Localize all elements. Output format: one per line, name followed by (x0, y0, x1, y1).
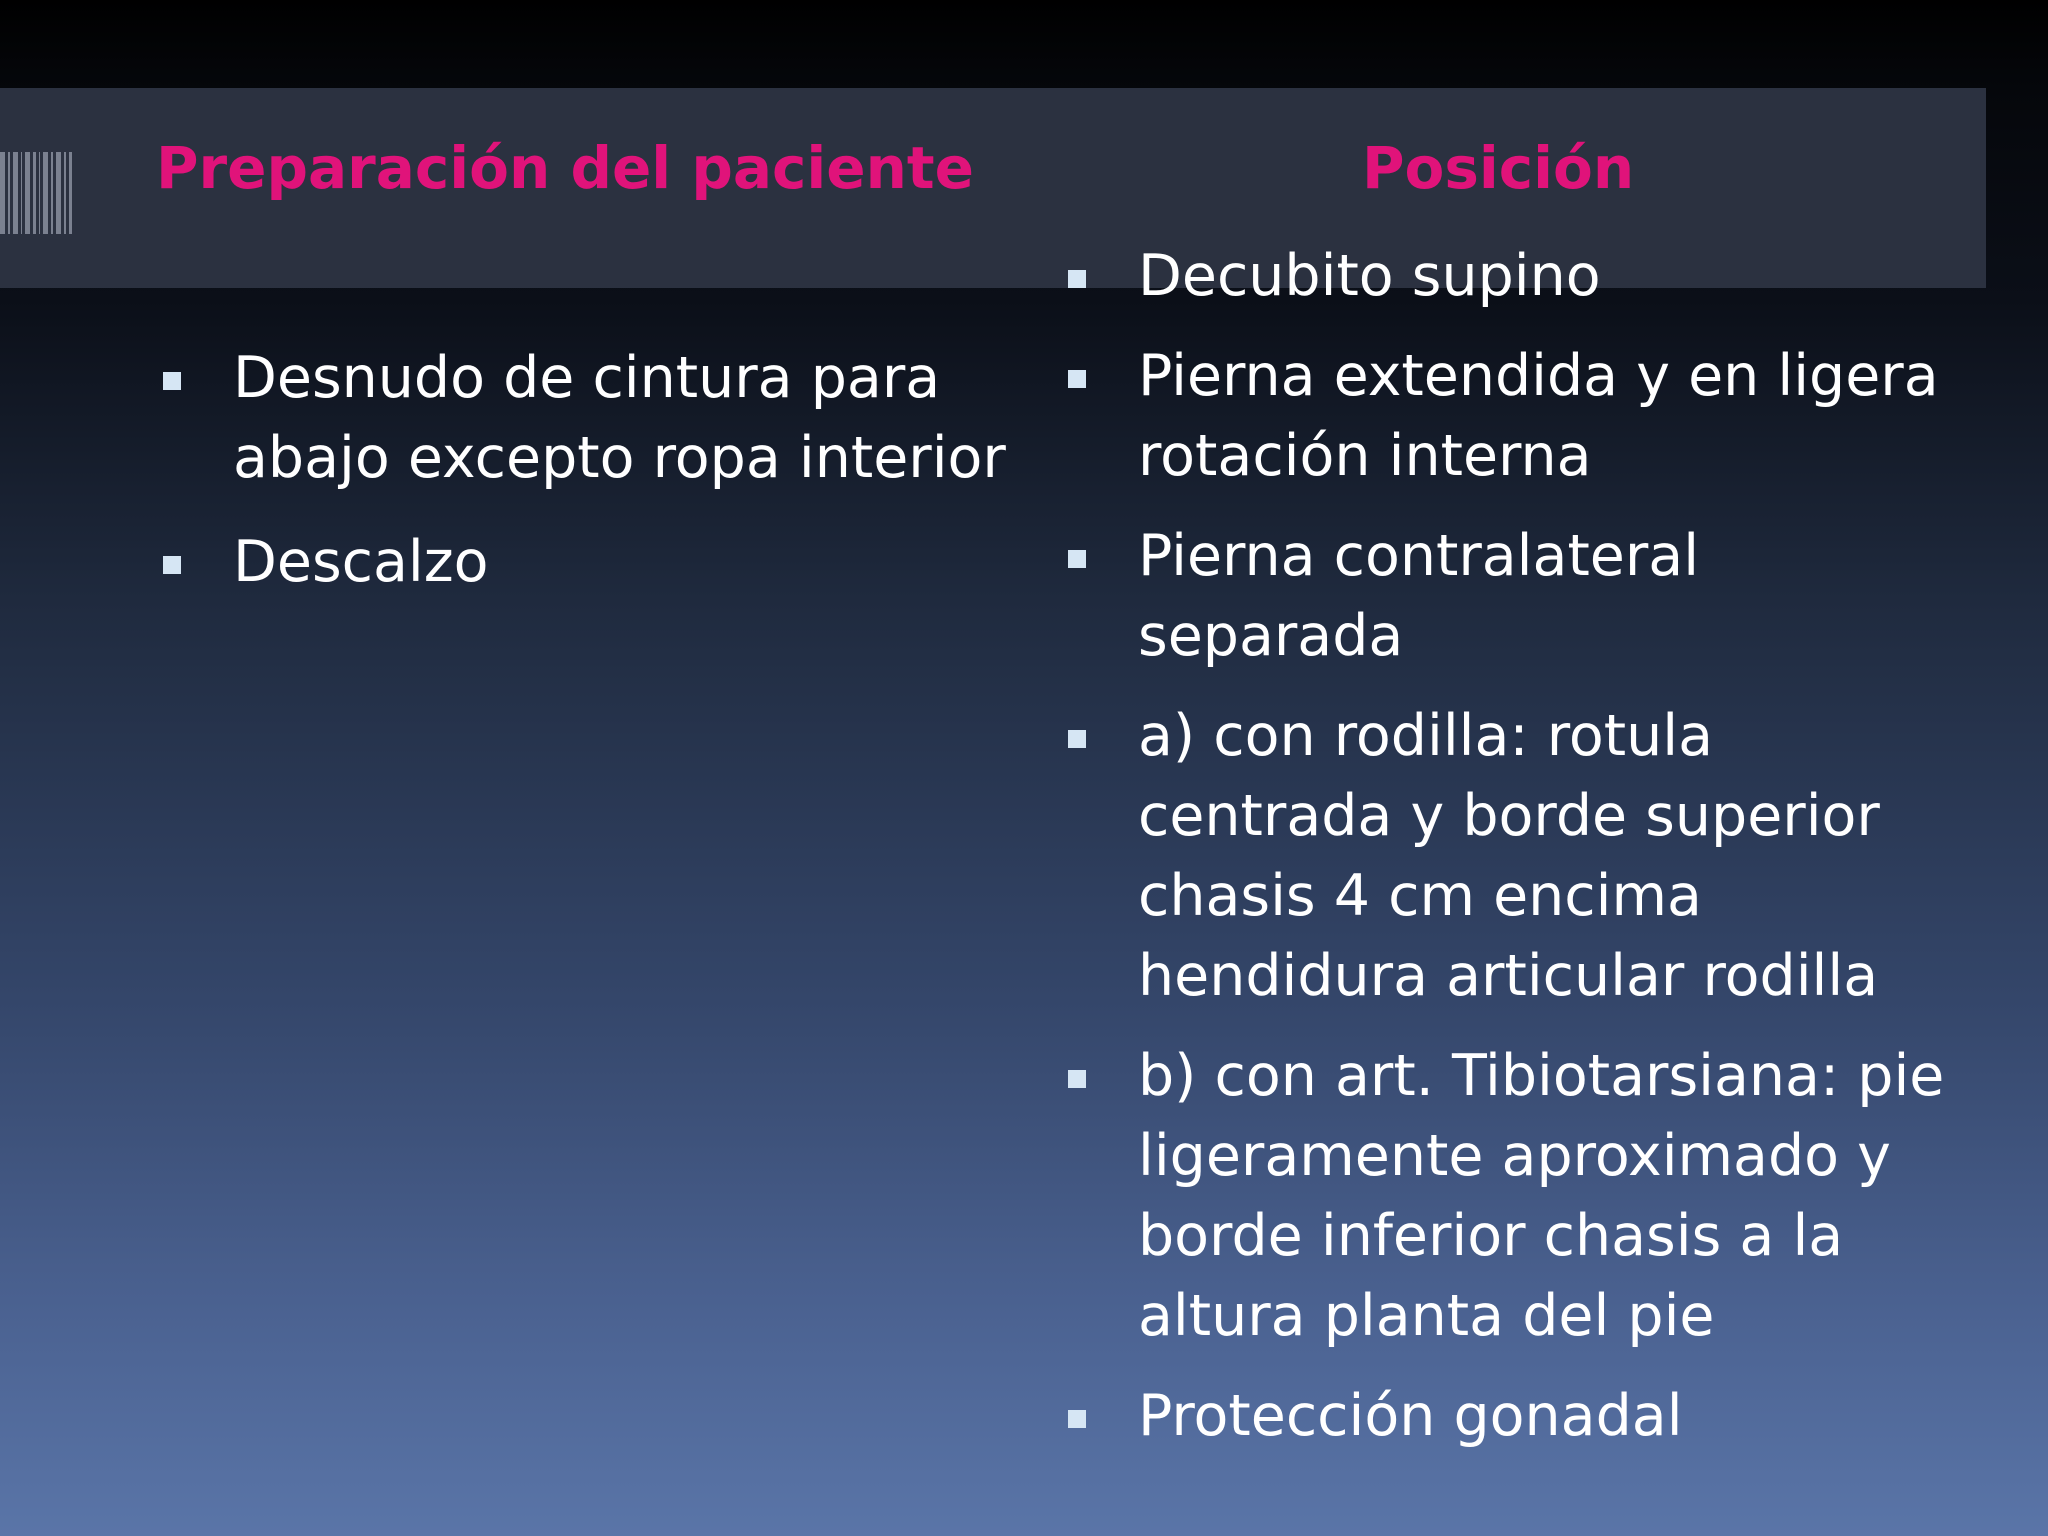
square-bullet-icon (1068, 1410, 1086, 1428)
list-item-text: Descalzo (233, 529, 489, 595)
left-column-heading: Preparación del paciente (156, 134, 974, 202)
square-bullet-icon (1068, 370, 1086, 388)
barcode-decoration (0, 152, 72, 234)
list-item-text: a) con rodilla: rotula centrada y borde superior chasis 4 cm encima hendidura articular rodilla (1138, 703, 1880, 1009)
list-item (1063, 1036, 2023, 1356)
list-item (158, 338, 1038, 498)
list-item (1063, 236, 2023, 316)
right-column-heading: Posición (1362, 134, 1635, 202)
list-item (1063, 516, 2023, 676)
patient-preparation-list (158, 338, 1038, 626)
list-item (1063, 696, 2023, 1016)
list-item-text: Pierna extendida y en ligera rotación interna (1138, 343, 1939, 489)
list-item (1063, 336, 2023, 496)
list-item (1063, 1376, 2023, 1456)
list-item-text: Desnudo de cintura para abajo excepto ropa interior (233, 345, 1006, 491)
list-item-text: Pierna contralateral separada (1138, 523, 1700, 669)
square-bullet-icon (163, 556, 181, 574)
square-bullet-icon (163, 372, 181, 390)
list-item-text: Protección gonadal (1138, 1383, 1683, 1449)
list-item (158, 522, 1038, 602)
square-bullet-icon (1068, 1070, 1086, 1088)
list-item-text: Decubito supino (1138, 243, 1601, 309)
square-bullet-icon (1068, 730, 1086, 748)
square-bullet-icon (1068, 550, 1086, 568)
position-list (1063, 236, 2023, 1476)
square-bullet-icon (1068, 270, 1086, 288)
list-item-text: b) con art. Tibiotarsiana: pie ligeramente aproximado y borde inferior chasis a la altura planta del pie (1138, 1043, 1945, 1349)
